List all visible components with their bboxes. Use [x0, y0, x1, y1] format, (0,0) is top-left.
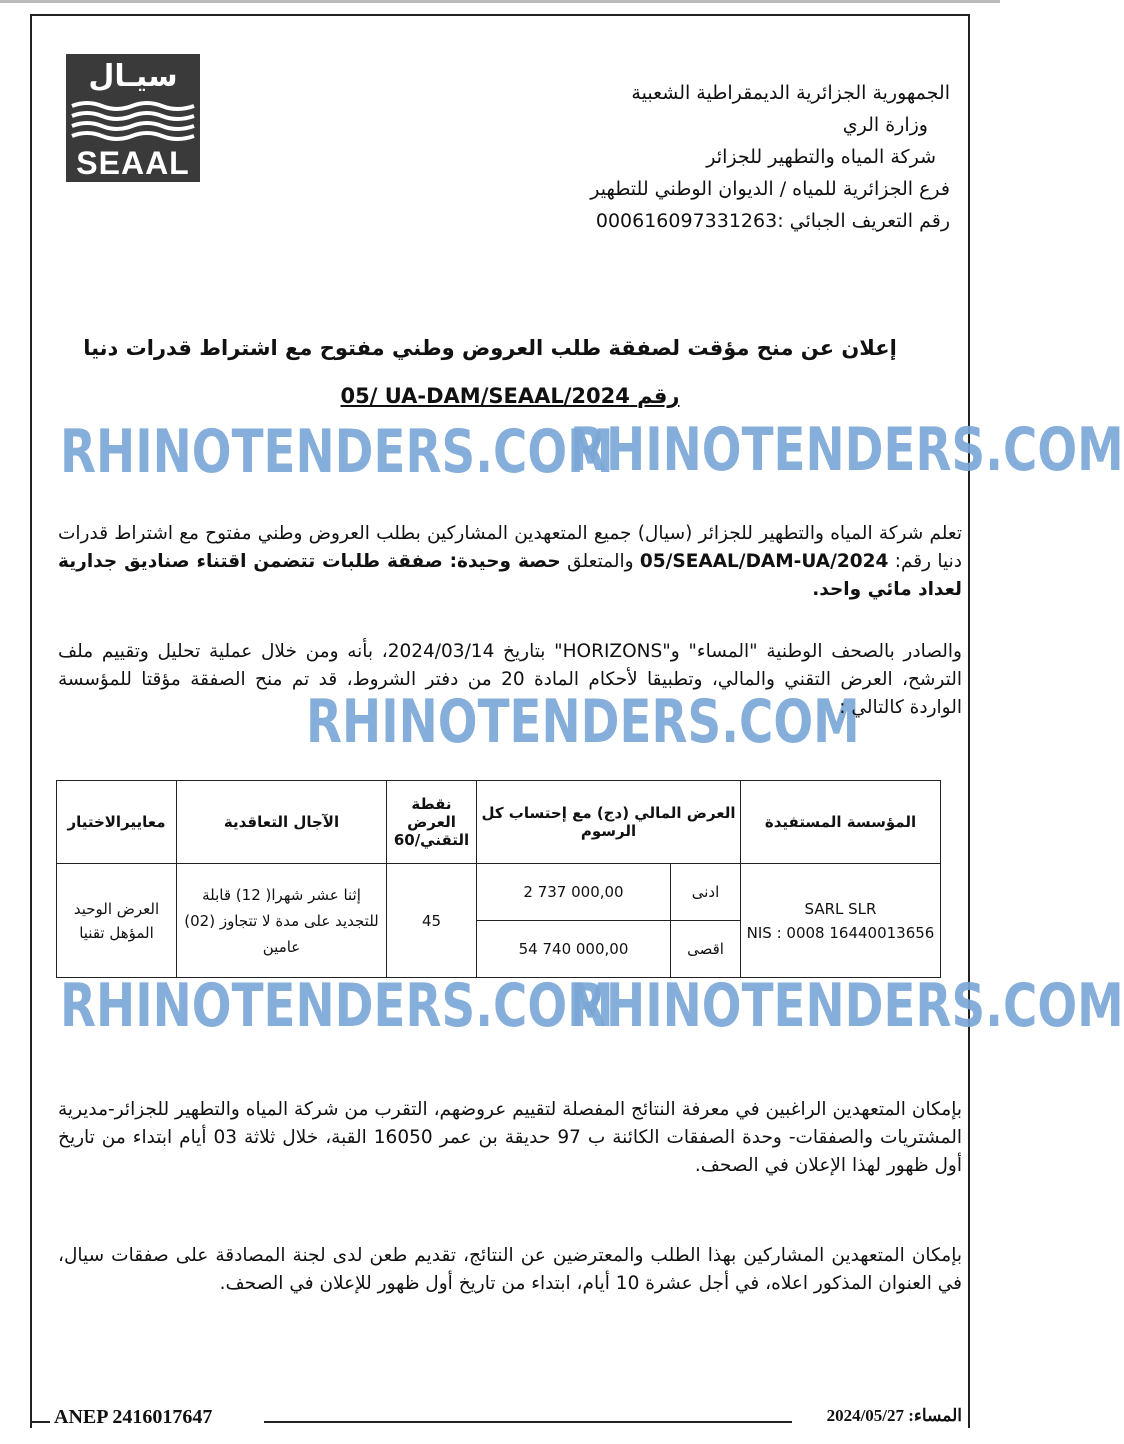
- header-financial-offer: العرض المالي (دج) مع إحتساب كل الرسوم: [477, 781, 741, 864]
- header-ministry: وزارة الري: [842, 114, 928, 136]
- company-nis: NIS : 0008 16440013656: [746, 923, 935, 942]
- appeal-paragraph: بإمكان المتعهدين المشاركين بهذا الطلب والمعترضين عن النتائج، تقديم طعن لدى لجنة المصادقة على صفقات سيال، في العنوان المذكور اعلاه، في أجل عشرة 10 أيام، ابتداء من تاريخ أول ظهور للإعلان في الصحف.: [58, 1245, 962, 1294]
- logo-latin-text: SEAAL: [76, 145, 190, 181]
- footer-date: 2024/05/27: [826, 1406, 905, 1425]
- results-info-paragraph: بإمكان المتعهدين الراغبين في معرفة النتائج المفصلة لتقييم عروضهم، التقرب من شركة المياه والتطهير للجزائر-مديرية المشتريات والصفقات- وحدة الصفقات الكائنة ب 97 حديقة بن عمر 16050 القبة، خلال ثلاثة 03 أيام ابتداء من تاريخ أول ظهور لهذا الإعلان في الصحف.: [58, 1099, 962, 1176]
- cell-max-value: 54 740 000,00: [477, 921, 671, 978]
- cell-duration: إثنا عشر شهرا( 12) قابلة للتجديد على مدة لا تتجاوز (02) عامين: [177, 864, 387, 978]
- cell-min-label: ادنى: [671, 864, 741, 921]
- footer: [32, 1406, 970, 1436]
- reference-code: 05/ UA-DAM/SEAAL/2024: [340, 384, 630, 408]
- footer-line: [32, 1421, 50, 1423]
- intro-paragraph: [58, 520, 962, 604]
- table-row: [57, 864, 941, 921]
- reference-prefix: رقم: [637, 384, 680, 408]
- header-company: شركة المياه والتطهير للجزائر: [706, 146, 936, 168]
- footer-anep: ANEP 2416017647: [54, 1406, 213, 1428]
- watermark-text: RHINOTENDERS.COM: [60, 417, 614, 487]
- footer-line: [264, 1421, 792, 1423]
- header-selection-criteria: معاييرالاختيار: [57, 781, 177, 864]
- seaal-logo: [66, 54, 200, 182]
- footer-publication: [827, 1406, 962, 1426]
- logo-waves-icon: [72, 100, 194, 144]
- logo-arabic-text: سيـال: [88, 59, 178, 94]
- watermark-text: RHINOTENDERS.COM: [306, 687, 860, 757]
- header-tax-id: رقم التعريف الجبائي :000616097331263: [595, 210, 950, 232]
- intro-code: 05/SEAAL/DAM-UA/2024: [639, 551, 889, 572]
- cell-company: [741, 864, 941, 978]
- cell-max-label: اقصى: [671, 921, 741, 978]
- publication-paragraph: والصادر بالصحف الوطنية "المساء" و"HORIZONS" بتاريخ 2024/03/14، بأنه ومن خلال عملية تحليل وتقييم ملف الترشح، العرض التقني والمالي، وتطبيقا لأحكام المادة 20 من دفتر الشروط، قد تم منح الصفقة مؤقتا للمؤسسة الواردة كالتالي :: [58, 641, 962, 718]
- watermark-text: RHINOTENDERS.COM: [570, 971, 1124, 1041]
- company-name: SARL SLR: [804, 899, 877, 918]
- cell-min-value: 2 737 000,00: [477, 864, 671, 921]
- header-branch: فرع الجزائرية للمياه / الديوان الوطني للتطهير: [590, 178, 950, 200]
- header-technical-score: نقطة العرض التقني/60: [387, 781, 477, 864]
- watermark-text: RHINOTENDERS.COM: [570, 415, 1124, 485]
- footer-newspaper: المساء:: [908, 1406, 962, 1425]
- cell-criteria: العرض الوحيد المؤهل تقنيا: [57, 864, 177, 978]
- announcement-reference: [340, 384, 680, 408]
- announcement-title: إعلان عن منح مؤقت لصفقة طلب العروض وطني مفتوح مع اشتراط قدرات دنيا: [83, 336, 897, 360]
- header-contract-duration: الآجال التعاقدية: [177, 781, 387, 864]
- top-border-line: [0, 0, 1000, 3]
- intro-lot-description: حصة وحيدة: صفقة طلبات تتضمن اقتناء صناديق جدارية لعداد مائي واحد.: [58, 551, 962, 600]
- watermark-text: RHINOTENDERS.COM: [60, 971, 614, 1041]
- award-table: [56, 780, 941, 978]
- header-company: المؤسسة المستفيدة: [741, 781, 941, 864]
- intro-connector: والمتعلق: [560, 551, 640, 572]
- cell-score: 45: [387, 864, 477, 978]
- header-republic: الجمهورية الجزائرية الديمقراطية الشعبية: [631, 82, 950, 104]
- intro-text: تعلم شركة المياه والتطهير للجزائر (سيال) جميع المتعهدين المشاركين بطلب العروض وطني مفتوح مع اشتراط قدرات دنيا رقم:: [58, 523, 962, 572]
- table-header-row: [57, 781, 941, 864]
